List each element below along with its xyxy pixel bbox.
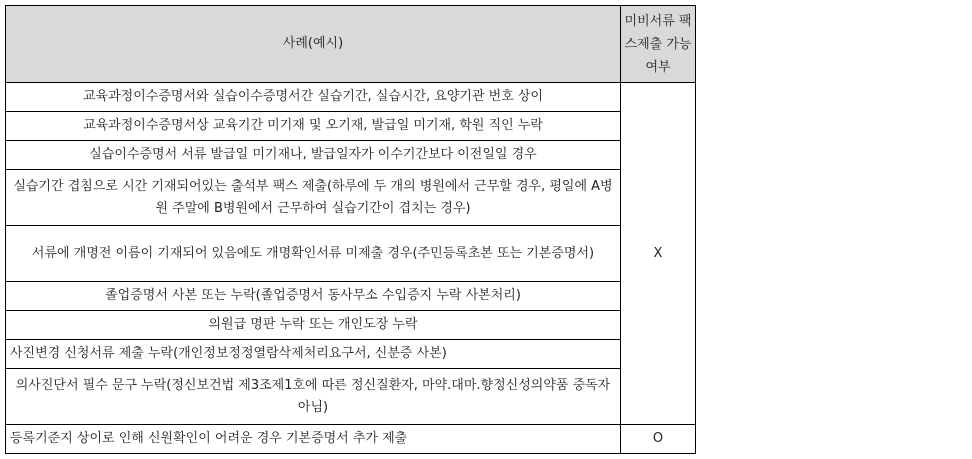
table-row	[6, 170, 696, 226]
table-row	[6, 369, 696, 425]
case-cell: 의사진단서 필수 문구 누락(정신보건법 제3조제1호에 따른 정신질환자, 마약.대마.향정신성의약품 중독자 아님)	[6, 369, 621, 425]
table-row	[6, 226, 696, 282]
table-row	[6, 83, 696, 112]
table-row	[6, 311, 696, 340]
table-row	[6, 141, 696, 170]
table-row	[6, 112, 696, 141]
fax-mark-o: O	[621, 425, 696, 454]
header-example: 사례(예시)	[6, 6, 621, 83]
fax-mark-x: X	[621, 83, 696, 425]
fax-availability-table	[5, 5, 696, 454]
table-header-row	[6, 6, 696, 83]
table-row	[6, 340, 696, 369]
table-row	[6, 282, 696, 311]
case-cell: 사진변경 신청서류 제출 누락(개인정보정정열람삭제처리요구서, 신분증 사본)	[6, 340, 621, 369]
case-cell: 서류에 개명전 이름이 기재되어 있음에도 개명확인서류 미제출 경우(주민등록초본 또는 기본증명서)	[6, 226, 621, 282]
case-cell: 졸업증명서 사본 또는 누락(졸업증명서 동사무소 수입증지 누락 사본처리)	[6, 282, 621, 311]
case-cell: 실습이수증명서 서류 발급일 미기재나, 발급일자가 이수기간보다 이전일일 경우	[6, 141, 621, 170]
case-cell: 교육과정이수증명서상 교육기간 미기재 및 오기재, 발급일 미기재, 학원 직인 누락	[6, 112, 621, 141]
header-fax-availability: 미비서류 팩스제출 가능여부	[621, 6, 696, 83]
case-cell: 실습기간 겹침으로 시간 기재되어있는 출석부 팩스 제출(하루에 두 개의 병원에서 근무할 경우, 평일에 A병원 주말에 B병원에서 근무하여 실습기간이 겹치는 경우)	[6, 170, 621, 226]
table-row	[6, 425, 696, 454]
case-cell: 의원급 명판 누락 또는 개인도장 누락	[6, 311, 621, 340]
case-cell: 등록기준지 상이로 인해 신원확인이 어려운 경우 기본증명서 추가 제출	[6, 425, 621, 454]
case-cell: 교육과정이수증명서와 실습이수증명서간 실습기간, 실습시간, 요양기관 번호 상이	[6, 83, 621, 112]
